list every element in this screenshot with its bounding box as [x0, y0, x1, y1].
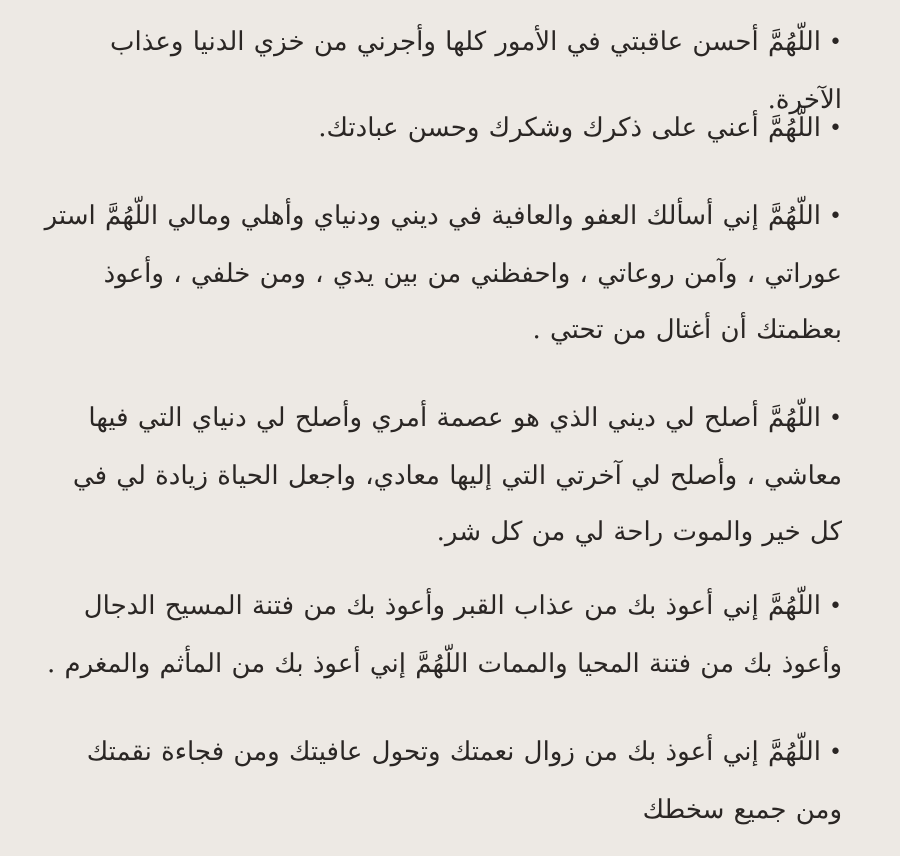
bullet-icon: • — [829, 740, 842, 765]
dua-text-6: اللّهُمَّ إني أعوذ بك من زوال نعمتك وتحول عافيتك ومن فجاءة نقمتك ومن جميع سخطك — [86, 737, 842, 825]
dua-text-2: اللّهُمَّ أعني على ذكرك وشكرك وحسن عبادتك. — [318, 113, 822, 143]
bullet-icon: • — [829, 30, 842, 55]
bullet-icon: • — [829, 594, 842, 619]
bullet-icon: • — [829, 406, 842, 431]
dua-item-2 — [44, 100, 842, 158]
dua-text-3: اللّهُمَّ إني أسألك العفو والعافية في ديني ودنياي وأهلي ومالي اللّهُمَّ استر عوراتي ، وآمن روعاتي ، واحفظني من بين يدي ، ومن خلفي ، وأعوذ بعظمتك أن أغتال من تحتي . — [44, 201, 842, 345]
bullet-icon: • — [829, 204, 842, 229]
dua-text-5: اللّهُمَّ إني أعوذ بك من عذاب القبر وأعوذ بك من فتنة المسيح الدجال وأعوذ بك من فتنة المحيا والممات اللّهُمَّ إني أعوذ بك من المأثم والمغرم . — [47, 591, 842, 679]
bullet-icon: • — [829, 116, 842, 141]
dua-item-5 — [44, 578, 842, 692]
dua-item-6 — [44, 724, 842, 838]
dua-text-1: اللّهُمَّ أحسن عاقبتي في الأمور كلها وأجرني من خزي الدنيا وعذاب الآخرة. — [110, 27, 842, 115]
dua-item-4 — [44, 390, 842, 560]
dua-text-4: اللّهُمَّ أصلح لي ديني الذي هو عصمة أمري وأصلح لي دنياي التي فيها معاشي ، وأصلح لي آخرتي التي إليها معادي، واجعل الحياة زيادة لي في كل خير والموت راحة لي من كل شر. — [72, 403, 842, 547]
dua-item-3 — [44, 188, 842, 358]
